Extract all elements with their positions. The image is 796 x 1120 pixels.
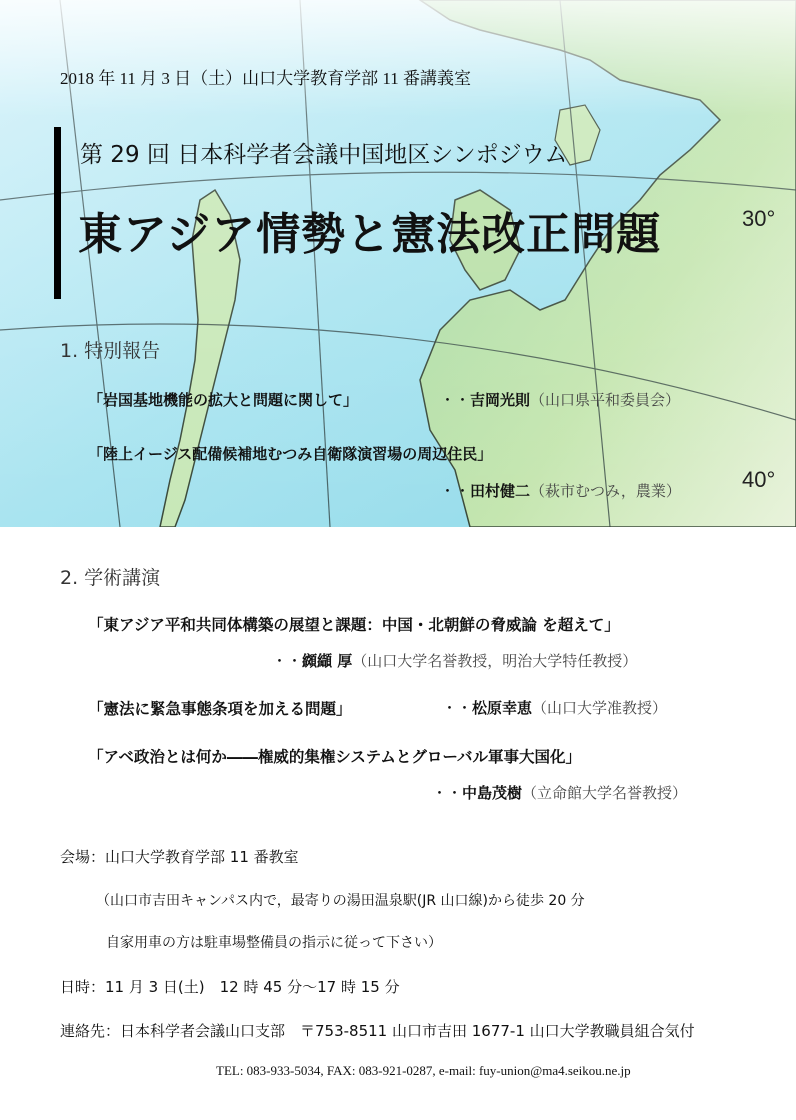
page-title: 東アジア情勢と憲法改正問題	[78, 209, 662, 260]
speaker-affiliation: （山口大学准教授）	[532, 699, 668, 717]
section-heading-lectures: 2. 学術講演	[60, 567, 161, 589]
talk-speaker-line	[440, 389, 680, 410]
talk-speaker-line	[432, 782, 687, 803]
speaker-affiliation: （山口県平和委員会）	[530, 391, 681, 409]
speaker-name: 吉岡光則	[470, 391, 531, 409]
tel-fax-email: TEL: 083-933-5034, FAX: 083-921-0287, e-mail: fuy-union@ma4.seikou.ne.jp	[216, 1063, 631, 1078]
dots: ・・	[432, 784, 463, 802]
speaker-affiliation: （山口大学名誉教授，明治大学特任教授）	[352, 652, 638, 670]
talk-speaker-line	[272, 650, 637, 671]
venue-line: 会場：山口大学教育学部 11 番教室	[60, 848, 299, 866]
dots: ・・	[440, 391, 471, 409]
symposium-subtitle: 第 29 回 日本科学者会議中国地区シンポジウム	[80, 142, 568, 168]
talk-title: 「陸上イージス配備候補地むつみ自衛隊演習場の周辺住民」	[88, 445, 493, 463]
latitude-label-40: 40°	[742, 467, 776, 492]
dots: ・・	[440, 482, 471, 500]
speaker-name: 纐纈 厚	[302, 652, 353, 670]
talk-title: 「アベ政治とは何か――権威的集権システムとグローバル軍事大国化」	[88, 748, 582, 766]
datetime-line: 日時：11 月 3 日(土) 12 時 45 分～17 時 15 分	[60, 978, 400, 996]
talk-title: 「岩国基地機能の拡大と問題に関して」	[88, 391, 359, 409]
speaker-affiliation: （立命館大学名誉教授）	[522, 784, 688, 802]
contact-line: 連絡先：日本科学者会議山口支部 〒753-8511 山口市吉田 1677-1 山口大学教職員組合気付	[60, 1022, 695, 1040]
talk-speaker-line	[442, 697, 667, 718]
talk-title: 「東アジア平和共同体構築の展望と課題：中国・北朝鮮の脅威論 を超えて」	[88, 616, 620, 634]
section-heading-special-reports: 1. 特別報告	[60, 340, 161, 362]
title-accent-bar	[54, 127, 61, 299]
access-note: （山口市吉田キャンパス内で，最寄りの湯田温泉駅(JR 山口線)から徒歩 20 分	[96, 893, 585, 909]
speaker-name: 中島茂樹	[462, 784, 523, 802]
talk-title: 「憲法に緊急事態条項を加える問題」	[88, 700, 352, 718]
dots: ・・	[272, 652, 303, 670]
latitude-label-30: 30°	[742, 206, 776, 231]
parking-note: 自家用車の方は駐車場整備員の指示に従って下さい）	[106, 935, 442, 951]
speaker-name: 田村健二	[470, 482, 531, 500]
date-venue-line: 2018 年 11 月 3 日（土）山口大学教育学部 11 番講義室	[60, 69, 471, 88]
speaker-name: 松原幸恵	[472, 699, 533, 717]
speaker-affiliation: （萩市むつみ，農業）	[530, 482, 681, 500]
talk-speaker-line	[440, 480, 681, 501]
dots: ・・	[442, 699, 473, 717]
